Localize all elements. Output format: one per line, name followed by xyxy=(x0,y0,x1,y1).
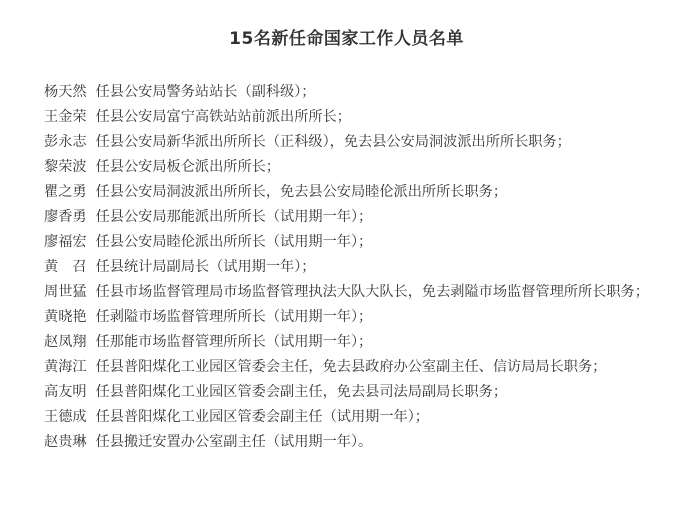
list-item xyxy=(12,430,690,455)
appointee-name: 杨天然 xyxy=(44,84,87,100)
appointee-name: 黎荣波 xyxy=(44,159,87,175)
appointment-text: 任县公安局新华派出所所长（正科级），免去县公安局洞波派出所所长职务； xyxy=(95,134,571,150)
appointment-text: 任县公安局警务站站长（副科级）； xyxy=(95,84,316,100)
list-item xyxy=(12,255,690,280)
appointee-name: 高友明 xyxy=(44,384,87,400)
appointment-text: 任县普阳煤化工业园区管委会主任，免去县政府办公室副主任、信访局局长职务； xyxy=(95,359,607,375)
list-item xyxy=(12,380,690,405)
appointee-name: 赵贵琳 xyxy=(44,434,87,450)
list-item xyxy=(12,405,690,430)
appointment-text: 任县公安局洞波派出所所长，免去县公安局睦伦派出所所长职务； xyxy=(95,184,508,200)
appointment-text: 任县公安局睦伦派出所所长（试用期一年）； xyxy=(95,234,373,250)
list-item xyxy=(12,80,690,105)
list-item xyxy=(12,280,690,305)
appointment-text: 任县市场监督管理局市场监督管理执法大队大队长，免去剥隘市场监督管理所所长职务； xyxy=(95,284,649,300)
list-item xyxy=(12,205,690,230)
appointee-name: 赵凤翔 xyxy=(44,334,87,350)
list-item xyxy=(12,305,690,330)
list-item xyxy=(12,105,690,130)
appointee-name: 廖香勇 xyxy=(44,209,87,225)
appointee-name: 彭永志 xyxy=(44,134,87,150)
appointee-name: 黄晓艳 xyxy=(44,309,87,325)
appointee-name: 瞿之勇 xyxy=(44,184,87,200)
appointment-text: 任县统计局副局长（试用期一年）； xyxy=(95,259,316,275)
list-item xyxy=(12,130,690,155)
appointment-text: 任县公安局那能派出所所长（试用期一年）； xyxy=(95,209,373,225)
list-item xyxy=(12,230,690,255)
appointee-name: 周世猛 xyxy=(44,284,87,300)
appointment-text: 任县搬迁安置办公室副主任（试用期一年）。 xyxy=(95,434,373,450)
appointment-text: 任县公安局富宁高铁站站前派出所所长； xyxy=(95,109,351,125)
appointment-text: 任县普阳煤化工业园区管委会副主任，免去县司法局副局长职务； xyxy=(95,384,508,400)
appointee-name: 黄 召 xyxy=(44,259,87,275)
appointment-text: 任那能市场监督管理所所长（试用期一年）； xyxy=(95,334,373,350)
appointment-text: 任剥隘市场监督管理所所长（试用期一年）； xyxy=(95,309,373,325)
list-item xyxy=(12,180,690,205)
appointee-name: 黄海江 xyxy=(44,359,87,375)
appointee-name: 王德成 xyxy=(44,409,87,425)
appointee-list xyxy=(12,80,690,455)
list-item xyxy=(12,355,690,380)
list-item xyxy=(12,330,690,355)
appointment-text: 任县普阳煤化工业园区管委会副主任（试用期一年）； xyxy=(95,409,429,425)
appointment-text: 任县公安局板仑派出所所长； xyxy=(95,159,281,175)
appointee-name: 王金荣 xyxy=(44,109,87,125)
list-item xyxy=(12,155,690,180)
appointee-name: 廖福宏 xyxy=(44,234,87,250)
page-title: 15名新任命国家工作人员名单 xyxy=(229,29,464,49)
